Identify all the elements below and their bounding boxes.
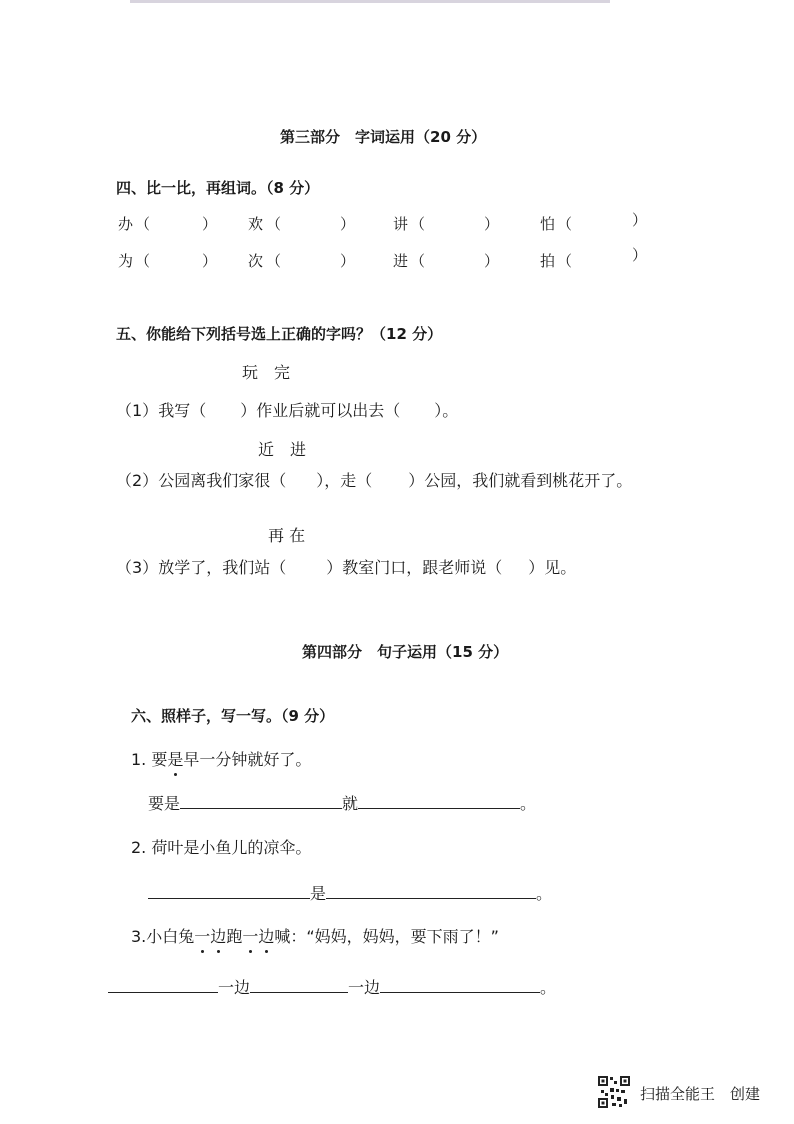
item-text: ）见。 [528, 558, 577, 577]
paren-open: （ [410, 252, 426, 270]
answer-joiner: 就 [342, 794, 359, 813]
q6-title: 六、照样子，写一写。（9 分） [131, 707, 335, 725]
paren-open: （ [557, 215, 573, 233]
paren-open: （ [557, 252, 573, 270]
item-text: 放学了，我们站（ [158, 558, 287, 577]
scanner-watermark: 扫描全能王 创建 [640, 1085, 761, 1103]
q5-options: 近 进 [258, 440, 307, 459]
paren-close: ） [484, 252, 500, 270]
q5-item [116, 555, 576, 578]
sentence-text: 要 [151, 750, 168, 769]
paren-open: （ [410, 215, 426, 233]
sentence-text: 早 [183, 750, 200, 769]
answer-joiner: 一边 [348, 978, 381, 997]
paren-open: （ [266, 215, 282, 233]
part3-title: 第三部分 字词运用（20 分） [280, 128, 487, 146]
answer-end: 。 [520, 794, 537, 813]
dotted-char: 边 [258, 924, 274, 947]
q6-sentence-2: 2. 荷叶是小鱼儿的凉伞。 [131, 838, 312, 857]
item-text: ）教室门口，跟老师说（ [326, 558, 503, 577]
sentence-number: 1. [131, 750, 147, 769]
q4-char: 欢 [248, 215, 264, 233]
dotted-char: 一 [242, 924, 258, 947]
item-text: 我写（ [158, 401, 207, 420]
q6-answer-2 [148, 881, 552, 904]
dotted-char: 边 [210, 924, 226, 947]
item-number: （3） [116, 558, 159, 577]
item-text: ），走（ [316, 471, 373, 490]
dotted-char: 一 [194, 924, 210, 947]
q4-char: 为 [118, 252, 134, 270]
q4-char: 拍 [540, 252, 556, 270]
answer-end: 。 [540, 978, 557, 997]
paren-close: ） [632, 211, 648, 229]
blank-line[interactable] [180, 792, 342, 809]
scan-top-edge [130, 0, 610, 3]
blank-line[interactable] [250, 976, 348, 993]
q6-sentence-3 [131, 924, 499, 947]
blank-line[interactable] [326, 882, 536, 899]
item-number: （1） [116, 401, 159, 420]
item-text: 公园离我们家很（ [158, 471, 287, 490]
q6-sentence-1 [131, 747, 311, 770]
item-number: （2） [116, 471, 159, 490]
dotted-char: 是 [167, 747, 183, 770]
q6-answer-3 [108, 975, 556, 998]
paren-open: （ [135, 252, 151, 270]
part4-title: 第四部分 句子运用（15 分） [302, 643, 509, 661]
blank-line[interactable] [148, 882, 310, 899]
sentence-text: 喊：“妈妈，妈妈，要下雨了！” [274, 927, 499, 946]
blank-line[interactable] [380, 976, 540, 993]
paren-close: ） [340, 252, 356, 270]
q4-char: 办 [118, 215, 134, 233]
q4-char: 进 [393, 252, 409, 270]
q6-answer-1 [148, 791, 536, 814]
q4-char: 怕 [540, 215, 556, 233]
paren-open: （ [135, 215, 151, 233]
answer-joiner: 一边 [218, 978, 251, 997]
qr-code-icon [597, 1075, 631, 1109]
paren-close: ） [202, 215, 218, 233]
q4-char: 次 [248, 252, 264, 270]
blank-line[interactable] [358, 792, 520, 809]
paren-close: ） [484, 215, 500, 233]
q4-char: 讲 [393, 215, 409, 233]
q4-title: 四、比一比，再组词。（8 分） [116, 179, 320, 197]
sentence-text: 一 [199, 750, 216, 769]
q5-options: 再 在 [268, 526, 306, 545]
paren-open: （ [266, 252, 282, 270]
sentence-text: 小白兔 [146, 927, 195, 946]
answer-end: 。 [536, 884, 553, 903]
paren-close: ） [340, 215, 356, 233]
q5-item [116, 468, 632, 491]
q5-options: 玩 完 [242, 363, 291, 382]
q5-title: 五、你能给下列括号选上正确的字吗？（12 分） [116, 325, 443, 343]
paren-close: ） [632, 246, 648, 264]
item-text: ）公园，我们就看到桃花开了。 [408, 471, 633, 490]
sentence-text: 跑 [226, 927, 243, 946]
paren-close: ） [202, 252, 218, 270]
q5-item [116, 398, 458, 421]
blank-line[interactable] [108, 976, 218, 993]
sentence-number: 3. [131, 927, 147, 946]
answer-prefix: 要是 [148, 794, 181, 813]
item-text: ）。 [434, 401, 459, 420]
answer-joiner: 是 [310, 884, 327, 903]
sentence-text: 分钟就好了。 [215, 750, 312, 769]
item-text: ）作业后就可以出去（ [240, 401, 401, 420]
